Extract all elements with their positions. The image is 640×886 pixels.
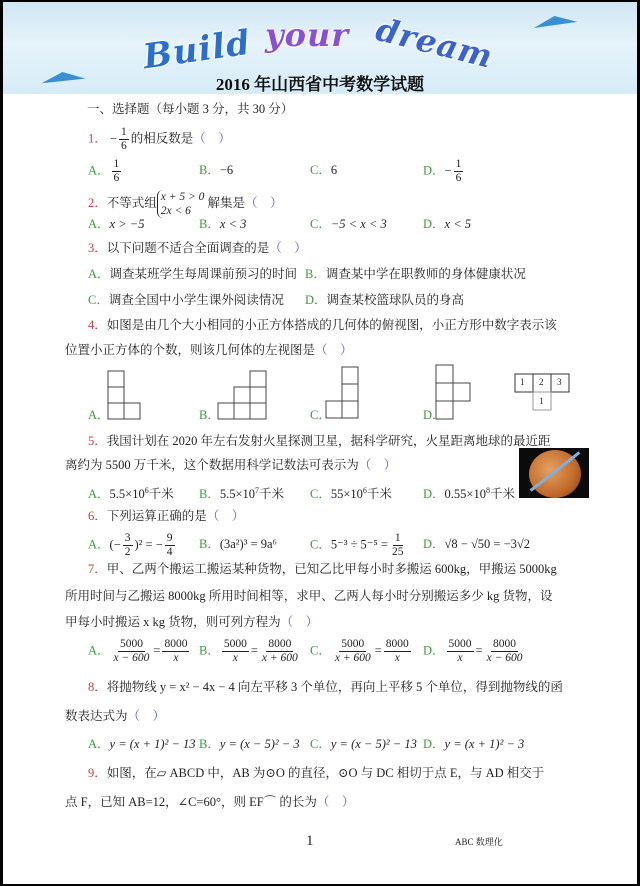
minus-sign: − — [444, 163, 452, 178]
option-label: B． — [199, 163, 220, 177]
grid-number: 3 — [557, 377, 562, 387]
denominator: x − 600 — [113, 652, 150, 664]
left-view-figure-d — [435, 364, 471, 420]
option-label: D． — [305, 293, 327, 307]
denominator: x + 600 — [334, 652, 371, 664]
question-stem: 甲每小时搬运 x kg 货物，则可列方程为 — [65, 615, 281, 629]
question-number: 3． — [88, 241, 107, 255]
option-text: 调查某校篮球队员的身高 — [326, 293, 465, 307]
question-9 — [88, 765, 544, 781]
denominator: 6 — [120, 140, 127, 152]
question-stem: 如图，在▱ ABCD 中，AB 为⊙O 的直径，⊙O 与 DC 相切于点 E，与 AD 相交于 — [106, 766, 545, 780]
denominator: x − 600 — [486, 652, 523, 664]
option-label: A． — [88, 217, 110, 231]
denominator: 2 — [124, 546, 131, 558]
option-text: 5.5×10 — [219, 487, 256, 502]
page-number: 1 — [306, 833, 314, 849]
denominator: x — [173, 652, 179, 664]
answer-blank: （ ） — [127, 709, 166, 723]
question-stem: 解集是 — [207, 195, 246, 210]
question-stem: 位置小正方体的个数，则该几何体的左视图是 — [65, 343, 316, 357]
question-stem: 我国计划在 2020 年左右发射火星探测卫星，据科学研究，火星距离地球的最近距 — [106, 434, 551, 448]
fraction — [333, 638, 373, 665]
answer-blank: （ ） — [358, 458, 397, 472]
fraction — [384, 638, 411, 665]
fraction — [112, 158, 122, 185]
denominator: x — [457, 652, 463, 664]
fraction — [112, 638, 152, 665]
option-text: 0.55×10 — [444, 487, 486, 502]
option-b — [305, 266, 526, 282]
option-a — [88, 266, 297, 282]
numerator: 5000 — [448, 638, 472, 650]
option-text: −5 < x < 3 — [330, 217, 387, 231]
option-d: D． $\frac{5000}{x}$ = $\frac{8000}{x - 600}$ — [423, 638, 523, 664]
option-text: 5⁻³ ÷ 5⁻⁵ = — [330, 537, 388, 552]
option-text: (3a²)³ = 9a⁶ — [219, 537, 277, 551]
option-text: y = (x − 5)² − 3 — [219, 737, 300, 751]
option-label: C． — [310, 217, 331, 231]
option-b — [199, 736, 300, 752]
option-label: D． — [423, 537, 445, 551]
logo-text: dream — [372, 10, 498, 76]
question-number: 4． — [88, 318, 107, 332]
option-text: 6 — [330, 163, 338, 177]
fraction — [390, 532, 406, 559]
option-c: C． $\frac{5000}{x + 600}$ = $\frac{8000}{x}$ — [310, 638, 409, 664]
question-5 — [88, 433, 551, 449]
unit: 千米 — [259, 487, 285, 502]
denominator: 25 — [391, 546, 404, 558]
option-text: y = (x + 1)² − 3 — [444, 737, 525, 751]
option-label: B． — [199, 408, 220, 422]
option-c — [310, 162, 337, 178]
question-number: 2． — [88, 195, 107, 210]
denominator: x — [394, 652, 400, 664]
option-c — [310, 216, 387, 232]
option-label: B． — [305, 267, 326, 281]
question-stem: 以下问题不适合全面调查的是 — [106, 241, 270, 255]
question-number: 5． — [88, 434, 107, 448]
page-title: 2016 年山西省中考数学试题 — [215, 75, 425, 94]
numerator: 1 — [455, 158, 462, 170]
option-d — [423, 158, 465, 185]
exponent: 6 — [362, 486, 367, 495]
answer-blank: （ ） — [280, 615, 319, 629]
fraction — [260, 638, 300, 665]
grid-number: 1 — [520, 377, 525, 387]
option-text: x > −5 — [109, 217, 145, 231]
inequality: x + 5 > 0 — [160, 191, 205, 203]
numerator: 5000 — [223, 638, 247, 650]
paper-plane-icon — [533, 13, 578, 28]
option-a — [88, 532, 177, 559]
numerator: 8000 — [385, 638, 409, 650]
unit: 千米 — [148, 487, 174, 502]
question-2 — [88, 190, 283, 218]
answer-blank: （ ） — [316, 795, 355, 809]
question-4-line2 — [65, 342, 353, 358]
left-view-figure-c — [325, 366, 359, 420]
fraction — [119, 126, 129, 153]
option-b: B． $\frac{5000}{x}$ = $\frac{8000}{x + 600}$ — [199, 638, 298, 664]
fraction — [165, 532, 175, 559]
question-7-line2 — [65, 588, 553, 604]
question-stem: 点 F，已知 AB=12，∠C=60°，则 EF⌒ 的长为 — [65, 795, 317, 809]
option-d — [423, 483, 515, 502]
numerator: 5000 — [341, 638, 365, 650]
question-5-line2 — [65, 457, 396, 473]
option-label: A． — [88, 487, 110, 502]
option-c — [88, 292, 284, 308]
option-label: C． — [310, 737, 331, 751]
denominator: 6 — [455, 172, 462, 184]
banner — [3, 2, 637, 94]
option-d — [305, 292, 464, 308]
inequality-system — [157, 190, 205, 218]
option-c — [310, 532, 407, 559]
option-b — [199, 216, 246, 232]
option-label: A． — [88, 537, 110, 552]
option-d — [423, 216, 471, 232]
question-stem: 不等式组 — [106, 195, 157, 210]
numerator: 9 — [166, 532, 173, 544]
option-a — [88, 158, 123, 185]
numerator: 1 — [394, 532, 401, 544]
grid-number: 2 — [539, 377, 544, 387]
question-number: 6． — [88, 509, 107, 523]
question-3 — [88, 240, 307, 256]
question-stem: 下列运算正确的是 — [106, 509, 207, 523]
option-text: 调查全国中小学生课外阅读情况 — [108, 293, 284, 307]
question-number: 7． — [88, 562, 107, 576]
option-label: B． — [199, 737, 220, 751]
answer-blank: （ ） — [206, 509, 245, 523]
option-label: B． — [199, 217, 220, 231]
minus-sign: − — [109, 131, 117, 146]
option-label: A． — [88, 267, 110, 281]
fraction — [222, 638, 249, 665]
question-7 — [88, 561, 557, 577]
footer-note: ABC 数理化 — [455, 837, 503, 847]
option-label: C． — [310, 163, 331, 177]
answer-blank: （ ） — [193, 131, 231, 146]
option-label: D． — [423, 217, 445, 231]
grid-number: 1 — [539, 396, 544, 406]
option-b — [199, 536, 277, 552]
exponent: 8 — [485, 486, 490, 495]
answer-blank: （ ） — [269, 241, 307, 255]
question-stem: 如图是由几个大小相同的小正方体搭成的几何体的俯视图，小正方形中数字表示该 — [106, 318, 557, 332]
option-c — [310, 736, 417, 752]
math-text: (− — [109, 537, 121, 552]
fraction — [162, 638, 189, 665]
option-label: A． — [88, 163, 110, 178]
option-label: D． — [423, 643, 445, 658]
denominator: 6 — [113, 172, 120, 184]
numerator: 3 — [124, 532, 131, 544]
left-view-figure-b — [217, 370, 267, 420]
option-label: C． — [88, 293, 109, 307]
option-a — [88, 483, 174, 502]
option-b — [199, 162, 233, 178]
fraction — [454, 158, 464, 185]
question-stem: 的相反数是 — [130, 131, 194, 146]
option-text: x < 3 — [219, 217, 247, 231]
option-text: 调查某中学在职教师的身体健康状况 — [325, 267, 526, 281]
option-text: x < 5 — [444, 217, 472, 231]
question-stem: 所用时间与乙搬运 8000kg 所用时间相等，求甲、乙两人每小时分别搬运多少 kg 货物，设 — [65, 589, 553, 603]
option-d — [423, 536, 530, 552]
question-stem: 离约为 5500 万千米，这个数据用科学记数法可表示为 — [65, 458, 359, 472]
option-text: 5.5×10 — [109, 487, 145, 502]
question-number: 1． — [88, 131, 107, 146]
option-d — [423, 736, 524, 752]
exponent: 7 — [255, 486, 260, 495]
option-label: C． — [310, 487, 331, 502]
numerator: 1 — [113, 158, 120, 170]
denominator: x — [232, 652, 238, 664]
question-7-line3 — [65, 614, 318, 630]
option-label: B． — [199, 487, 220, 502]
left-view-figure-a — [107, 370, 141, 420]
option-label: D． — [423, 737, 445, 751]
option-label: A． — [88, 737, 110, 751]
unit: 千米 — [366, 487, 392, 502]
question-stem: 数表达式为 — [65, 709, 128, 723]
option-label: C． — [310, 643, 331, 658]
option-text: 55×10 — [330, 487, 363, 502]
question-6 — [88, 508, 244, 524]
question-number: 9． — [88, 766, 107, 780]
denominator: x + 600 — [261, 652, 298, 664]
question-1 — [88, 126, 231, 153]
denominator: 4 — [166, 546, 173, 558]
option-label: C． — [310, 537, 331, 552]
answer-blank: （ ） — [245, 195, 283, 210]
option-label: B． — [199, 643, 220, 658]
unit: 千米 — [489, 487, 515, 502]
answer-blank: （ ） — [315, 343, 353, 357]
option-text: 调查某班学生每周课前预习的时间 — [109, 267, 298, 281]
option-a: A． $\frac{5000}{x - 600}$ = $\frac{8000}{x}$ — [88, 638, 188, 664]
exam-page — [3, 2, 637, 884]
question-8 — [88, 679, 563, 695]
question-number: 8． — [88, 680, 107, 694]
option-b — [199, 483, 284, 502]
fraction — [485, 638, 525, 665]
exponent: 6 — [144, 486, 149, 495]
option-text: y = (x + 1)² − 13 — [109, 737, 196, 751]
fraction — [123, 532, 133, 559]
option-a — [88, 216, 144, 232]
section-heading: 一、选择题（每小题 3 分，共 30 分） — [87, 102, 294, 116]
numerator: 8000 — [268, 638, 292, 650]
option-label: D． — [423, 408, 445, 422]
numerator: 8000 — [164, 638, 188, 650]
option-a — [88, 736, 196, 752]
logo-text: your — [265, 16, 350, 54]
logo-text: Build — [140, 22, 254, 78]
numerator: 1 — [120, 126, 127, 138]
math-text: )² = − — [134, 537, 163, 552]
question-stem: 甲、乙两个搬运工搬运某种货物，已知乙比甲每小时多搬运 600kg，甲搬运 5000kg — [106, 562, 557, 576]
option-label: D． — [423, 487, 445, 502]
option-label: B． — [199, 537, 220, 551]
inequality: 2x < 6 — [160, 205, 191, 217]
option-text: √8 − √50 = −3√2 — [444, 537, 531, 551]
numerator: 8000 — [493, 638, 517, 650]
question-stem: 将抛物线 y = x² − 4x − 4 向左平移 3 个单位，再向上平移 5 个单位，得到抛物线的函 — [106, 680, 563, 694]
question-9-line2 — [65, 794, 354, 810]
option-label: C． — [310, 408, 331, 422]
option-text: −6 — [219, 163, 234, 177]
question-8-line2 — [65, 708, 165, 724]
option-label: A． — [88, 643, 110, 658]
question-4 — [88, 317, 557, 333]
option-c — [310, 483, 392, 502]
option-text: y = (x − 5)² − 13 — [330, 737, 417, 751]
option-label: D． — [423, 163, 445, 178]
fraction — [447, 638, 474, 665]
option-label: A． — [88, 408, 110, 422]
numerator: 5000 — [119, 638, 143, 650]
mars-image — [519, 448, 589, 498]
